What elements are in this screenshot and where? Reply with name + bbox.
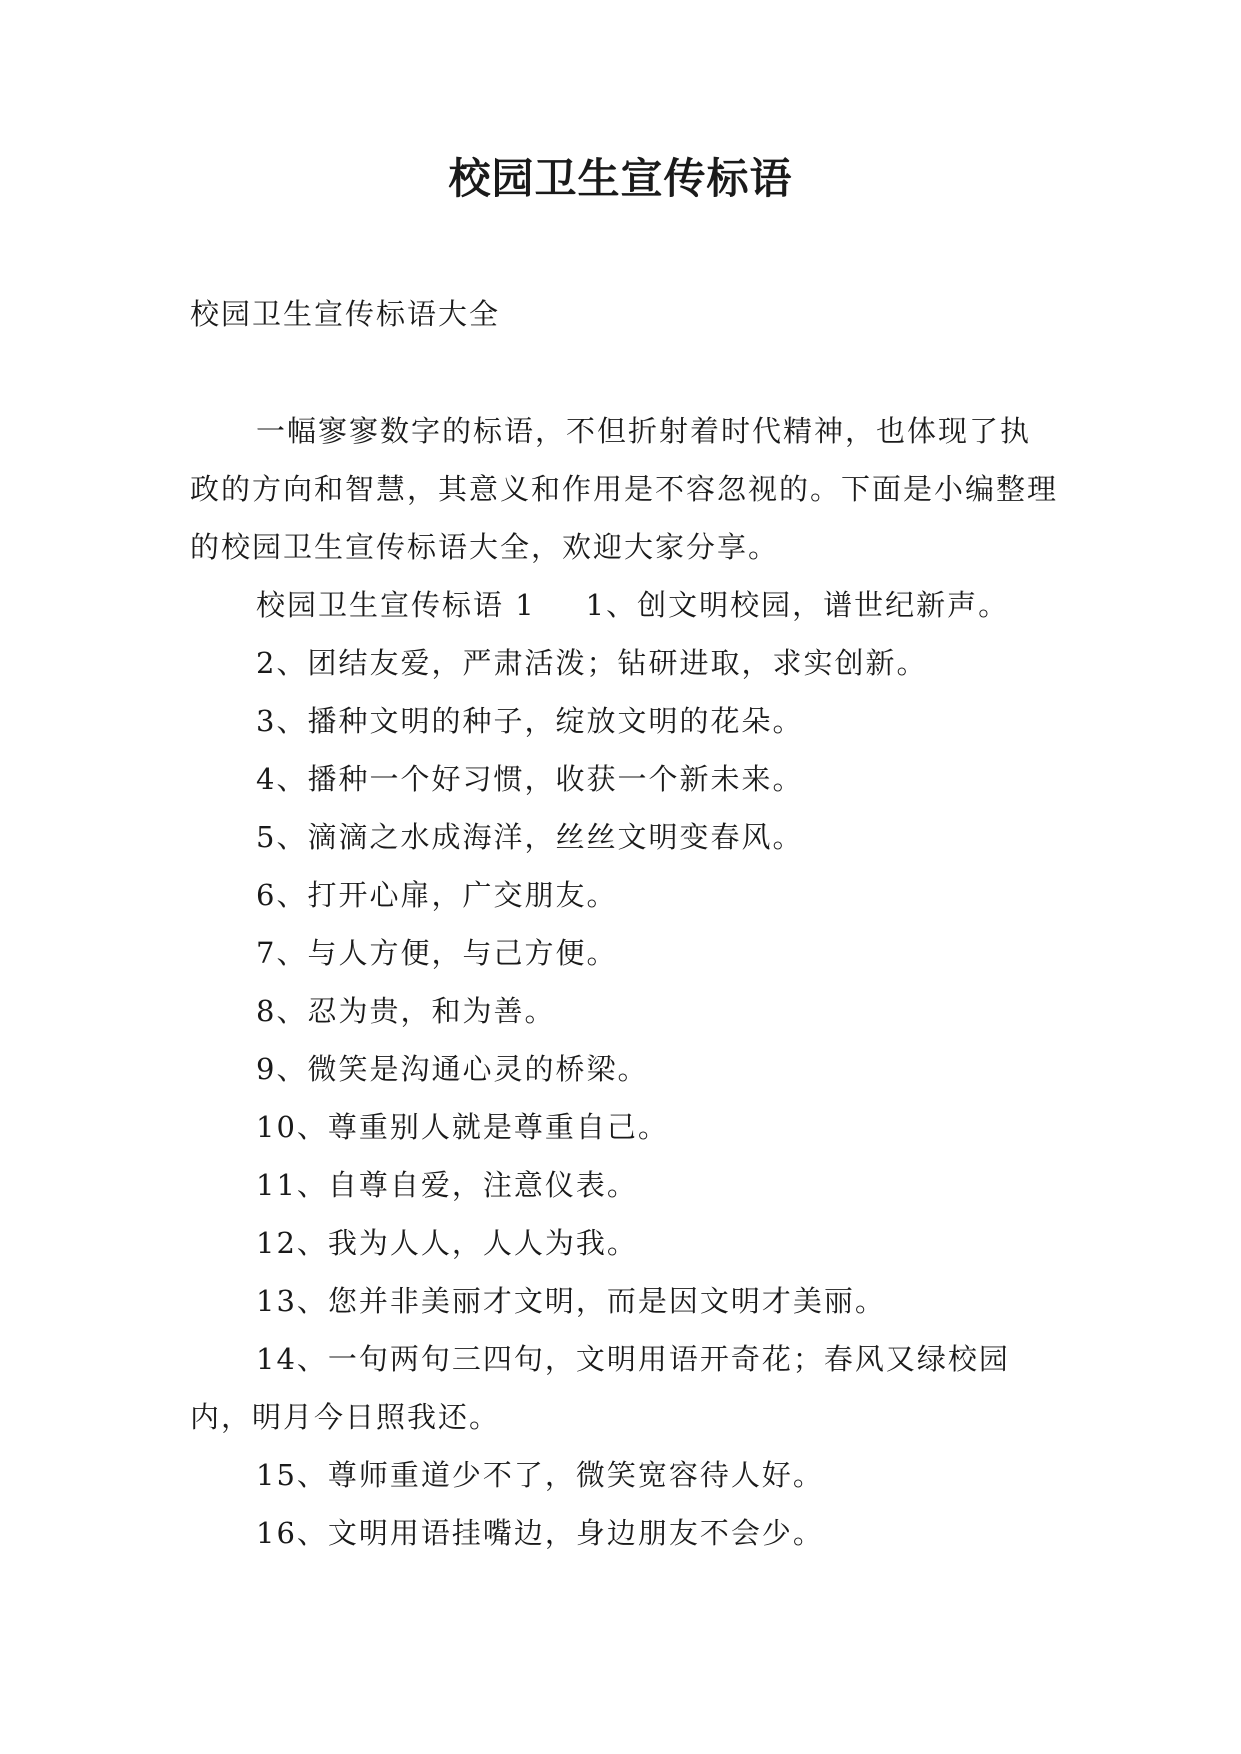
slogan-item: 14、一句两句三四句，文明用语开奇花；春风又绿校园内，明月今日照我还。 (190, 1342, 1010, 1434)
slogan-item: 6、打开心扉，广交朋友。 (256, 878, 618, 912)
slogan-item: 11、自尊自爱，注意仪表。 (256, 1168, 638, 1202)
section-heading: 校园卫生宣传标语 1 (256, 588, 536, 622)
document-title: 校园卫生宣传标语 (448, 154, 793, 203)
slogan-item: 15、尊师重道少不了，微笑宽容待人好。 (256, 1458, 824, 1492)
slogan-item: 8、忍为贵，和为善。 (256, 994, 556, 1028)
slogan-item: 12、我为人人，人人为我。 (256, 1226, 638, 1260)
slogan-item: 4、播种一个好习惯，收获一个新未来。 (256, 762, 804, 796)
slogan-item: 2、团结友爱，严肃活泼；钻研进取，求实创新。 (256, 646, 928, 680)
section-first-line (256, 576, 1009, 634)
slogan-item: 10、尊重别人就是尊重自己。 (256, 1110, 669, 1144)
slogan-item-1: 1、创文明校园，谱世纪新声。 (585, 588, 1010, 622)
slogan-item: 9、微笑是沟通心灵的桥梁。 (256, 1052, 649, 1086)
document-subtitle: 校园卫生宣传标语大全 (190, 297, 501, 331)
slogan-item: 16、文明用语挂嘴边，身边朋友不会少。 (256, 1516, 824, 1550)
slogan-item: 5、滴滴之水成海洋，丝丝文明变春风。 (256, 820, 804, 854)
slogan-list (190, 634, 1060, 1562)
intro-paragraph: 一幅寥寥数字的标语，不但折射着时代精神，也体现了执政的方向和智慧，其意义和作用是不容忽视的。下面是小编整理的校园卫生宣传标语大全，欢迎大家分享。 (190, 414, 1059, 564)
slogan-item: 7、与人方便，与己方便。 (256, 936, 618, 970)
slogan-item: 13、您并非美丽才文明，而是因文明才美丽。 (256, 1284, 886, 1318)
slogan-item: 3、播种文明的种子，绽放文明的花朵。 (256, 704, 804, 738)
